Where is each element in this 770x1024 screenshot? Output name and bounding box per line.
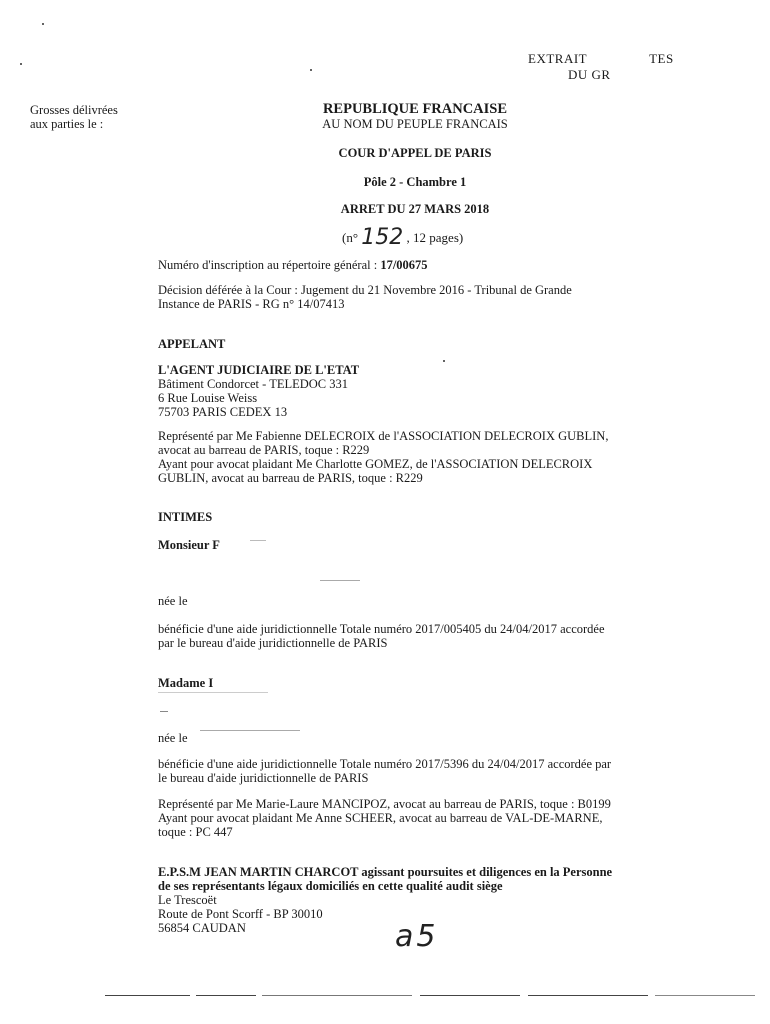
intime2-representation <box>158 797 611 839</box>
inscription-label: Numéro d'inscription au répertoire général : <box>158 258 378 272</box>
intime3-address <box>158 893 323 935</box>
num-suffix: , 12 pages) <box>406 230 464 245</box>
extrait-stamp <box>528 52 674 67</box>
arret-number <box>342 224 463 249</box>
address-line: 6 Rue Louise Weiss <box>158 391 258 406</box>
representation-line: avocat au barreau de PARIS, toque : R229 <box>158 443 370 458</box>
intime1-born: née le <box>158 594 188 608</box>
intime2-aid <box>158 757 611 785</box>
bottom-rule <box>420 995 520 996</box>
representation-line: toque : PC 447 <box>158 825 233 840</box>
decision-line2: Instance de PARIS - RG n° 14/07413 <box>158 297 345 312</box>
handwritten-number: 152 <box>361 225 404 250</box>
extrait-line1-end: TES <box>649 51 674 66</box>
address-line: Le Trescoët <box>158 893 217 907</box>
name-line: de ses représentants légaux domiciliés en cette qualité audit siège <box>158 879 503 894</box>
redacted-mark <box>250 540 266 541</box>
grosses-note <box>30 104 118 132</box>
grosses-line1: Grosses délivrées <box>30 103 118 117</box>
address-line: Bâtiment Condorcet - TELEDOC 331 <box>158 377 349 391</box>
scan-speck <box>20 63 22 65</box>
redacted-mark <box>158 692 268 693</box>
redacted-mark <box>320 580 360 581</box>
representation-line: GUBLIN, avocat au barreau de PARIS, toque : R229 <box>158 471 423 486</box>
handwritten-initials: a5 <box>395 919 439 954</box>
num-prefix: (n° <box>342 230 359 245</box>
bottom-rule <box>105 995 190 996</box>
court-name: COUR D'APPEL DE PARIS <box>338 146 492 160</box>
representation-line: Représenté par Me Fabienne DELECROIX de l'ASSOCIATION DELECROIX GUBLIN, <box>158 429 609 443</box>
aid-line: le bureau d'aide juridictionnelle de PARIS <box>158 771 369 786</box>
bottom-rule <box>528 995 648 996</box>
bottom-rule <box>262 995 412 996</box>
address-line: 75703 PARIS CEDEX 13 <box>158 405 288 420</box>
scan-speck <box>310 69 312 71</box>
appelant-name: L'AGENT JUDICIAIRE DE L'ETAT <box>158 363 360 377</box>
appelant-representation <box>158 429 608 486</box>
intime2-name: Madame I <box>158 676 214 690</box>
inscription-line <box>158 258 428 272</box>
redacted-mark <box>160 711 168 712</box>
appelant-heading: APPELANT <box>158 337 226 351</box>
aid-line: par le bureau d'aide juridictionnelle de PARIS <box>158 636 388 651</box>
bottom-rule <box>196 995 256 996</box>
representation-line: Ayant pour avocat plaidant Me Charlotte GOMEZ, de l'ASSOCIATION DELECROIX <box>158 457 593 472</box>
extrait-line1: EXTRAIT <box>528 51 588 66</box>
scan-speck <box>443 360 445 362</box>
inscription-value: 17/00675 <box>380 258 428 272</box>
representation-line: Représenté par Me Marie-Laure MANCIPOZ, avocat au barreau de PARIS, toque : B0199 <box>158 797 611 811</box>
intime2-born: née le <box>158 731 188 745</box>
decision-line1: Décision déférée à la Cour : Jugement du 21 Novembre 2016 - Tribunal de Grande <box>158 283 572 297</box>
intimes-heading: INTIMES <box>158 510 213 524</box>
decision-deferee <box>158 283 572 311</box>
scan-speck <box>42 23 44 25</box>
aid-line: bénéficie d'une aide juridictionnelle Totale numéro 2017/005405 du 24/04/2017 accordée <box>158 622 605 636</box>
name-line: E.P.S.M JEAN MARTIN CHARCOT agissant poursuites et diligences en la Personne <box>158 865 613 879</box>
address-line: 56854 CAUDAN <box>158 921 246 936</box>
redacted-mark <box>200 730 300 731</box>
representation-line: Ayant pour avocat plaidant Me Anne SCHEER, avocat au barreau de VAL-DE-MARNE, <box>158 811 603 826</box>
address-line: Route de Pont Scorff - BP 30010 <box>158 907 323 922</box>
grosses-line2: aux parties le : <box>30 116 104 131</box>
peuple-subtitle: AU NOM DU PEUPLE FRANCAIS <box>322 117 508 131</box>
intime3-name <box>158 865 612 893</box>
republic-title: REPUBLIQUE FRANCAISE <box>322 101 508 117</box>
bottom-rule <box>655 995 755 996</box>
intime1-name: Monsieur F <box>158 538 220 552</box>
pole-chambre: Pôle 2 - Chambre 1 <box>363 175 467 189</box>
extrait-line2: DU GR <box>568 67 611 82</box>
aid-line: bénéficie d'une aide juridictionnelle Totale numéro 2017/5396 du 24/04/2017 accordée par <box>158 757 612 771</box>
arret-date: ARRET DU 27 MARS 2018 <box>340 202 490 216</box>
intime1-aid <box>158 622 605 650</box>
appelant-address <box>158 377 348 419</box>
